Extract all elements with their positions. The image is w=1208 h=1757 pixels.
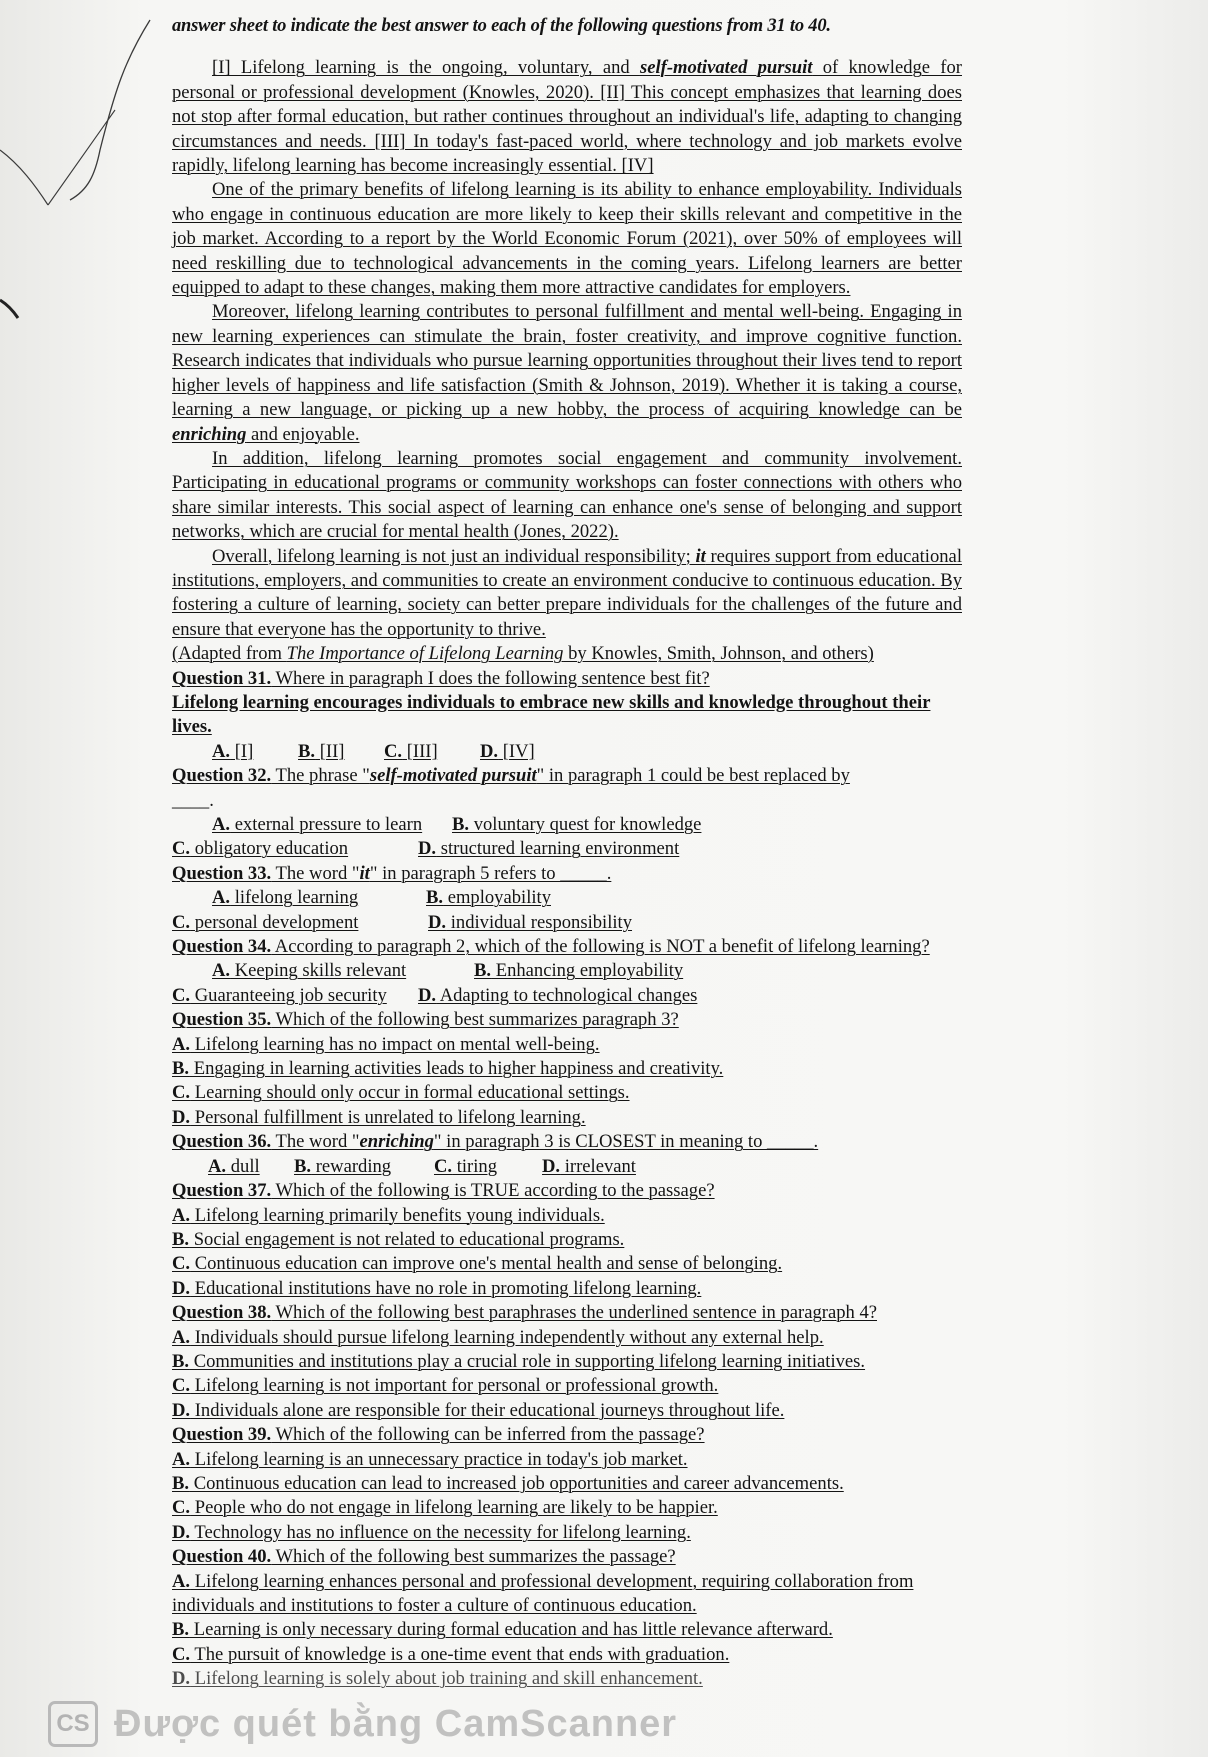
question-32-options-row1 bbox=[172, 813, 962, 837]
option-38-d[interactable]: D. Individuals alone are responsible for their educational journeys throughout life. bbox=[172, 1399, 785, 1421]
question-34: Question 34. According to paragraph 2, which of the following is NOT a benefit of lifelong learning? bbox=[172, 936, 930, 958]
option-35-a[interactable]: A. Lifelong learning has no impact on mental well-being. bbox=[172, 1033, 600, 1055]
option-35-d[interactable]: D. Personal fulfillment is unrelated to lifelong learning. bbox=[172, 1106, 586, 1128]
option-36-d[interactable]: D. irrelevant bbox=[542, 1155, 636, 1177]
option-34-d[interactable]: D. Adapting to technological changes bbox=[418, 984, 698, 1006]
option-31-b[interactable]: B. [II] bbox=[298, 740, 345, 762]
option-37-d[interactable]: D. Educational institutions have no role in promoting lifelong learning. bbox=[172, 1277, 702, 1299]
question-31-sentence: Lifelong learning encourages individuals to embrace new skills and knowledge throughout their lives. bbox=[172, 691, 931, 738]
option-39-c[interactable]: C. People who do not engage in lifelong learning are likely to be happier. bbox=[172, 1497, 718, 1519]
question-39: Question 39. Which of the following can be inferred from the passage? bbox=[172, 1424, 705, 1446]
pen-scribble bbox=[0, 0, 170, 320]
option-31-c[interactable]: C. [III] bbox=[384, 740, 438, 762]
question-38: Question 38. Which of the following best paraphrases the underlined sentence in paragraph 4? bbox=[172, 1302, 877, 1324]
option-34-a[interactable]: A. Keeping skills relevant bbox=[212, 960, 407, 982]
paragraph-3: Moreover, lifelong learning contributes to personal fulfillment and mental well-being. Engaging in new learning experiences can stimulate the brain, foster creativity, and improve cognitive function. Research indicates that individuals who pursue learning opportunities throughout their lives tend to report higher levels of happiness and life satisfaction (Smith & Johnson, 2019). Whether it is taking a course, learning a new language, or picking up a new hobby, the process of acquiring knowledge can be enriching and enjoyable. bbox=[172, 301, 962, 445]
option-34-c[interactable]: C. Guaranteeing job security bbox=[172, 984, 387, 1006]
option-39-b[interactable]: B. Continuous education can lead to increased job opportunities and career advancements. bbox=[172, 1472, 844, 1494]
option-36-b[interactable]: B. rewarding bbox=[294, 1155, 392, 1177]
paragraph-2: One of the primary benefits of lifelong learning is its ability to enhance employability. Individuals who engage in continuous education are more likely to keep their skills relevant and competitive in the job market. According to a report by the World Economic Forum (2021), over 50% of employees will need reskilling due to technological advancements in the coming years. Lifelong learners are better equipped to adapt to these changes, making them more attractive candidates for employers. bbox=[172, 179, 962, 299]
question-33-options-row1 bbox=[172, 886, 962, 910]
question-32-blank: ____. bbox=[172, 789, 214, 811]
paragraph-5: Overall, lifelong learning is not just an individual responsibility; it requires support from educational institutions, employers, and communities to create an environment conducive to continuous education. By fostering a culture of learning, society can better prepare individuals for the challenges of the future and ensure that everyone has the opportunity to thrive. bbox=[172, 545, 962, 640]
source-citation: (Adapted from The Importance of Lifelong Learning by Knowles, Smith, Johnson, and others) bbox=[172, 643, 874, 665]
question-36: Question 36. The word "enriching" in paragraph 3 is CLOSEST in meaning to _____. bbox=[172, 1131, 819, 1153]
option-40-a[interactable]: A. Lifelong learning enhances personal and professional development, requiring collaboration from individuals and institutions to foster a culture of continuous education. bbox=[172, 1570, 914, 1616]
option-32-c[interactable]: C. obligatory education bbox=[172, 838, 349, 860]
option-32-a[interactable]: A. external pressure to learn bbox=[212, 814, 423, 835]
option-31-a[interactable]: A. [I] bbox=[212, 740, 254, 762]
document-body bbox=[172, 14, 962, 1692]
watermark-text: Được quét bằng CamScanner bbox=[114, 1702, 678, 1745]
option-38-c[interactable]: C. Lifelong learning is not important for personal or professional growth. bbox=[172, 1375, 719, 1397]
option-33-b[interactable]: B. employability bbox=[426, 887, 551, 909]
option-33-d[interactable]: D. individual responsibility bbox=[428, 911, 633, 933]
option-31-d[interactable]: D. [IV] bbox=[480, 740, 535, 762]
question-33: Question 33. The word "it" in paragraph 5 refers to _____. bbox=[172, 862, 612, 884]
option-37-c[interactable]: C. Continuous education can improve one's mental health and sense of belonging. bbox=[172, 1253, 783, 1275]
option-37-a[interactable]: A. Lifelong learning primarily benefits young individuals. bbox=[172, 1204, 605, 1226]
question-32-options-row2 bbox=[172, 837, 962, 861]
question-34-options-row2 bbox=[172, 984, 962, 1008]
option-37-b[interactable]: B. Social engagement is not related to educational programs. bbox=[172, 1228, 625, 1250]
camscanner-logo: CS bbox=[48, 1701, 98, 1747]
paragraph-1: [I] Lifelong learning is the ongoing, voluntary, and self-motivated pursuit of knowledge for personal or professional development (Knowles, 2020). [II] This concept emphasizes that learning does not stop after formal education, but rather continues throughout an individual's life, adapting to changing circumstances and needs. [III] In today's fast-paced world, where technology and job markets evolve rapidly, lifelong learning has become increasingly essential. [IV] bbox=[172, 57, 962, 177]
option-40-b[interactable]: B. Learning is only necessary during formal education and has little relevance afterward. bbox=[172, 1619, 833, 1641]
option-38-a[interactable]: A. Individuals should pursue lifelong learning independently without any external help. bbox=[172, 1326, 824, 1348]
question-35: Question 35. Which of the following best summarizes paragraph 3? bbox=[172, 1009, 679, 1031]
highlight-it: it bbox=[695, 545, 706, 567]
option-39-a[interactable]: A. Lifelong learning is an unnecessary practice in today's job market. bbox=[172, 1448, 688, 1470]
option-35-c[interactable]: C. Learning should only occur in formal educational settings. bbox=[172, 1082, 630, 1104]
question-40: Question 40. Which of the following best summarizes the passage? bbox=[172, 1546, 676, 1568]
instruction: answer sheet to indicate the best answer to each of the following questions from 31 to 40. bbox=[172, 16, 831, 36]
option-40-c[interactable]: C. The pursuit of knowledge is a one-time event that ends with graduation. bbox=[172, 1643, 730, 1665]
question-31: Question 31. Where in paragraph I does the following sentence best fit? bbox=[172, 667, 710, 689]
option-32-d[interactable]: D. structured learning environment bbox=[418, 838, 680, 860]
option-36-c[interactable]: C. tiring bbox=[434, 1155, 498, 1177]
option-35-b[interactable]: B. Engaging in learning activities leads to higher happiness and creativity. bbox=[172, 1058, 724, 1080]
highlight-enriching: enriching bbox=[172, 423, 247, 445]
question-34-options-row1 bbox=[172, 959, 962, 983]
option-36-a[interactable]: A. dull bbox=[208, 1155, 260, 1177]
option-33-c[interactable]: C. personal development bbox=[172, 911, 359, 933]
option-32-b[interactable]: B. voluntary quest for knowledge bbox=[452, 814, 702, 835]
question-36-options bbox=[172, 1155, 962, 1179]
camscanner-watermark bbox=[48, 1700, 677, 1748]
option-39-d[interactable]: D. Technology has no influence on the necessity for lifelong learning. bbox=[172, 1521, 691, 1543]
highlight-self-motivated-pursuit: self-motivated pursuit bbox=[639, 57, 813, 79]
option-38-b[interactable]: B. Communities and institutions play a crucial role in supporting lifelong learning initiatives. bbox=[172, 1350, 866, 1372]
question-31-options bbox=[172, 740, 962, 764]
option-33-a[interactable]: A. lifelong learning bbox=[212, 887, 359, 909]
option-40-d[interactable]: D. Lifelong learning is solely about job training and skill enhancement. bbox=[172, 1668, 703, 1690]
question-32: Question 32. The phrase "self-motivated pursuit" in paragraph 1 could be best replaced by bbox=[172, 765, 850, 787]
option-34-b[interactable]: B. Enhancing employability bbox=[474, 960, 684, 982]
paragraph-4: In addition, lifelong learning promotes social engagement and community involvement. Participating in educational programs or community workshops can foster connections with others who share similar interests. This social aspect of learning can enhance one's sense of belonging and support networks, which are crucial for mental health (Jones, 2022). bbox=[172, 447, 962, 543]
question-37: Question 37. Which of the following is TRUE according to the passage? bbox=[172, 1180, 715, 1202]
question-33-options-row2 bbox=[172, 911, 962, 935]
